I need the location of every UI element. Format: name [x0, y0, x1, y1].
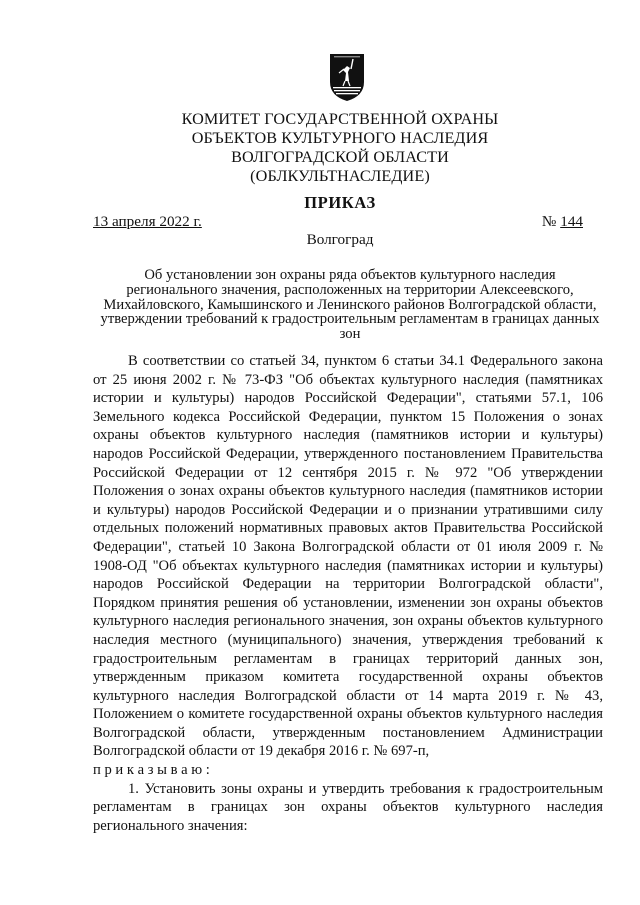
document-body: [93, 352, 603, 835]
order-word: п р и к а з ы в а ю :: [93, 762, 210, 779]
document-subject: Об установлении зон охраны ряда объектов культурного наследия регионального значения, расположенных на территории Алексеевского, Михайловского, Камышинского и Ленинского районов Волгоградской области, утверждении требований к градостроительным регламентам в границах данных зон: [100, 267, 600, 343]
preamble-paragraph: В соответствии со статьей 34, пунктом 6 статьи 34.1 Федерального закона от 25 июня 2002 г. № 73-ФЗ "Об объектах культурного наследия (памятниках истории и культуры) народов Российской Федерации", статьями 57.1, 106 Земельного кодекса Российской Федерации, пунктом 15 Положения о зонах охраны объектов культурного наследия (памятников истории и культуры) народов Российской Федерации, утвержденного постановлением Правительства Российской Федерации от 12 сентября 2015 г. № 972 "Об утверждении Положения о зонах охраны объектов культурного наследия (памятников истории и культуры) народов Российской Федерации и о признании утратившими силу отдельных положений нормативных правовых актов Правительства Российской Федерации", статьей 10 Закона Волгоградской области от 01 июля 2009 г. № 1908-ОД "Об объектах культурного наследия (памятниках истории и культуры) народов Российской Федерации на территории Волгоградской области", Порядком принятия решения об установлении, изменении зон охраны объектов культурного наследия регионального значения, зон охраны объектов культурного наследия местного (муниципального) значения, утверждения требований к градостроительным регламентам в границах территорий данных зон, утвержденным приказом комитета государственной охраны объектов культурного наследия Волгоградской области от 14 марта 2019 г. № 43, Положением о комитете государственной охраны объектов культурного наследия Волгоградской области, утвержденным постановлением Администрации Волгоградской области от 19 декабря 2016 г. № 697-п,: [93, 353, 603, 760]
issuer-short-name: (ОБЛКУЛЬТНАСЛЕДИЕ): [250, 167, 430, 185]
volgograd-coat-of-arms-icon: [328, 52, 366, 102]
document-city: Волгоград: [306, 231, 374, 248]
issuer-name-line1: КОМИТЕТ ГОСУДАРСТВЕННОЙ ОХРАНЫ: [181, 110, 499, 128]
issuer-name-line2: ОБЪЕКТОВ КУЛЬТУРНОГО НАСЛЕДИЯ: [191, 129, 489, 147]
clause-1-paragraph: 1. Установить зоны охраны и утвердить требования к градостроительным регламентам в границах зон охраны объектов культурного наследия регионального значения:: [93, 780, 603, 834]
document-number: [542, 213, 583, 231]
number-prefix: №: [541, 213, 557, 230]
document-date: 13 апреля 2022 г.: [93, 213, 202, 230]
document-type: ПРИКАЗ: [304, 193, 376, 212]
number-value: 144: [560, 213, 583, 230]
issuer-name-line3: ВОЛГОГРАДСКОЙ ОБЛАСТИ: [231, 148, 449, 166]
